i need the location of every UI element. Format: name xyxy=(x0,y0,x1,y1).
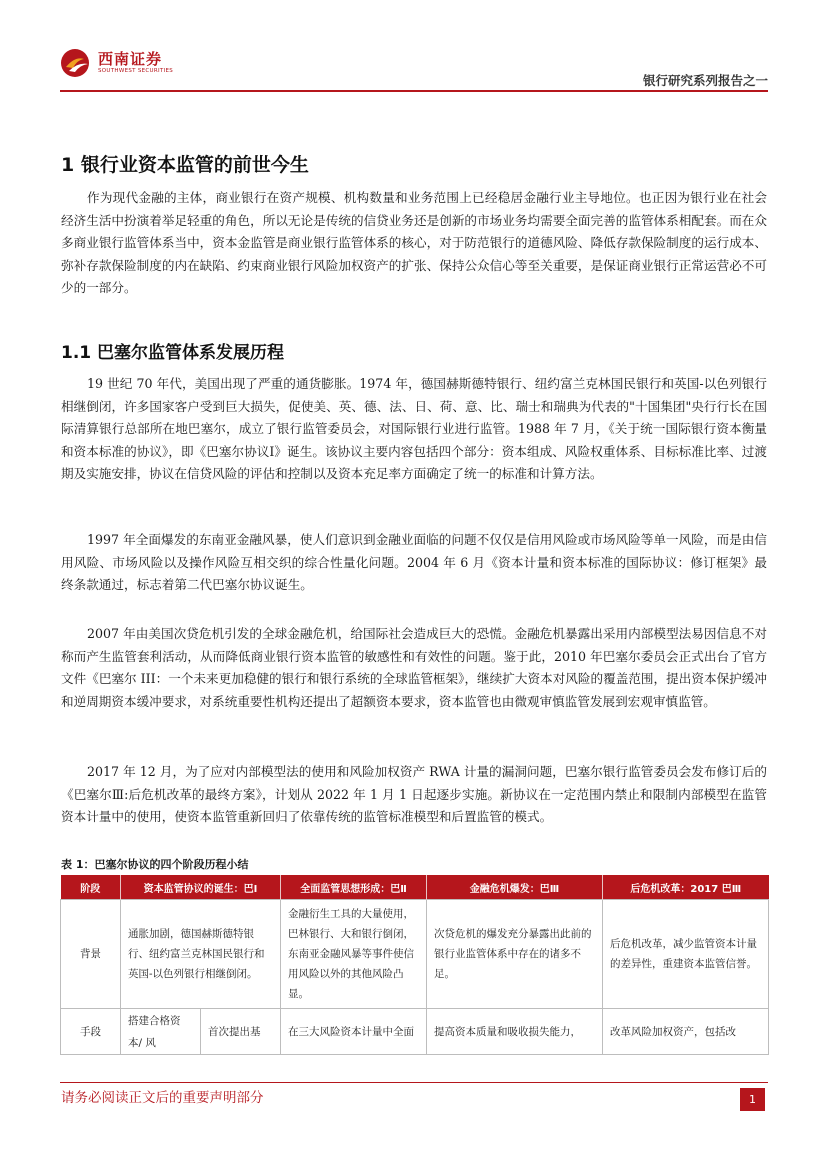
table-header-cell: 金融危机爆发：巴Ⅲ xyxy=(427,875,603,900)
section-1-1-heading: 1.1 巴塞尔监管体系发展历程 xyxy=(61,343,285,363)
paragraph-basel-2017: 2017 年 12 月，为了应对内部模型法的使用和风险加权资产 RWA 计量的漏洞问题，巴塞尔银行监管委员会发布修订后的《巴塞尔Ⅲ:后危机改革的最终方案》，计划从 2022 年 1 月 1 日起逐步实施。新协议在一定范围内禁止和限制内部模型在监管资本计量中的使用，使资本监管重新回归了依靠传统的监管标准模型和后置监管的模式。 xyxy=(61,764,767,825)
table-header-cell: 全面监管思想形成：巴Ⅱ xyxy=(281,875,427,900)
table-cell: 后危机改革，减少监管资本计量的差异性，重建资本监管信誉。 xyxy=(603,900,769,1009)
paragraph-basel-3: 2007 年由美国次贷危机引发的全球金融危机，给国际社会造成巨大的恐慌。金融危机暴露出采用内部模型法易因信息不对称而产生监管套利活动，从而降低商业银行资本监管的敏感性和有效性的问题。鉴于此，2010 年巴塞尔委员会正式出台了官方文件《巴塞尔 III：一个未来更加稳健的银行和银行系统的全球监管框架》，继续扩大资本对风险的覆盖范围，提出资本保护缓冲和逆周期资本缓冲要求，对系统重要性机构还提出了超额资本要求，资本监管也由微观审慎监管发展到宏观审慎监管。 xyxy=(61,626,767,709)
table-row xyxy=(61,1009,769,1055)
section-1-heading: 1 银行业资本监管的前世今生 xyxy=(61,154,309,176)
brand-name-en: SOUTHWEST SECURITIES xyxy=(98,68,174,74)
table-cell: 首次提出基 xyxy=(201,1009,281,1055)
brand-logo xyxy=(60,48,173,78)
table-cell: 在三大风险资本计量中全面 xyxy=(281,1009,427,1055)
table-cell: 提高资本质量和吸收损失能力， xyxy=(427,1009,603,1055)
paragraph-basel-2: 1997 年全面爆发的东南亚金融风暴，使人们意识到金融业面临的问题不仅仅是信用风险或市场风险等单一风险，而是由信用风险、市场风险以及操作风险互相交织的综合性量化问题。2004 年 6 月《资本计量和资本标准的国际协议：修订框架》最终条款通过，标志着第二代巴塞尔协议诞生。 xyxy=(61,532,767,593)
table-cell: 通胀加剧，德国赫斯德特银行、纽约富兰克林国民银行和英国-以色列银行相继倒闭。 xyxy=(121,900,281,1009)
disclaimer-notice: 请务必阅读正文后的重要声明部分 xyxy=(61,1090,264,1106)
report-series-title: 银行研究系列报告之一 xyxy=(642,73,768,88)
table-header-cell: 后危机改革：2017 巴Ⅲ xyxy=(603,875,769,900)
table-cell: 改革风险加权资产，包括改 xyxy=(603,1009,769,1055)
paragraph-basel-1: 19 世纪 70 年代，美国出现了严重的通货膨胀。1974 年，德国赫斯德特银行、纽约富兰克林国民银行和英国-以色列银行相继倒闭，许多国家客户受到巨大损失，促使美、英、德、法、日、荷、意、比、瑞士和瑞典为代表的"十国集团"央行行长在国际清算银行总部所在地巴塞尔，成立了银行监管委员会，对国际银行业进行监管。1988 年 7 月，《关于统一国际银行资本衡量和资本标准的协议》，即《巴塞尔协议Ⅰ》诞生。该协议主要内容包括四个部分：资本组成、风险权重体系、目标标准比率、过渡期及实施安排，协议在信贷风险的评估和控制以及资本充足率方面确定了统一的标准和计算方法。 xyxy=(61,376,767,482)
basel-stages-table xyxy=(60,875,769,1055)
table-header-cell: 资本监管协议的诞生：巴Ⅰ xyxy=(121,875,281,900)
table-row-label: 背景 xyxy=(61,900,121,1009)
brand-emblem-icon xyxy=(60,48,94,78)
table-cell: 金融衍生工具的大量使用，巴林银行、大和银行倒闭，东南亚金融风暴等事件使信用风险以外的其他风险凸显。 xyxy=(281,900,427,1009)
footer-divider xyxy=(60,1082,768,1083)
table-cell: 次贷危机的爆发充分暴露出此前的银行业监管体系中存在的诸多不足。 xyxy=(427,900,603,1009)
table-row xyxy=(61,900,769,1009)
page-header xyxy=(60,44,768,92)
table-caption: 表 1：巴塞尔协议的四个阶段历程小结 xyxy=(61,858,249,871)
table-cell: 搭建合格资本/ 风 xyxy=(121,1009,201,1055)
section-1-paragraph: 作为现代金融的主体，商业银行在资产规模、机构数量和业务范围上已经稳居金融行业主导地位。也正因为银行业在社会经济生活中扮演着举足轻重的角色，所以无论是传统的信贷业务还是创新的市场业务均需要全面完善的监管体系相配套。而在众多商业银行监管体系当中，资本金监管是商业银行监管体系的核心，对于防范银行的道德风险、降低存款保险制度的运行成本、弥补存款保险制度的内在缺陷、约束商业银行风险加权资产的扩张、保持公众信心等至关重要，是保证商业银行正常运营必不可少的一部分。 xyxy=(61,190,767,296)
page-number: 1 xyxy=(740,1088,765,1111)
brand-name: 西南证券 xyxy=(98,50,163,68)
table-header-cell: 阶段 xyxy=(61,875,121,900)
table-header-row xyxy=(61,875,769,900)
header-divider xyxy=(60,90,768,92)
table-row-label: 手段 xyxy=(61,1009,121,1055)
